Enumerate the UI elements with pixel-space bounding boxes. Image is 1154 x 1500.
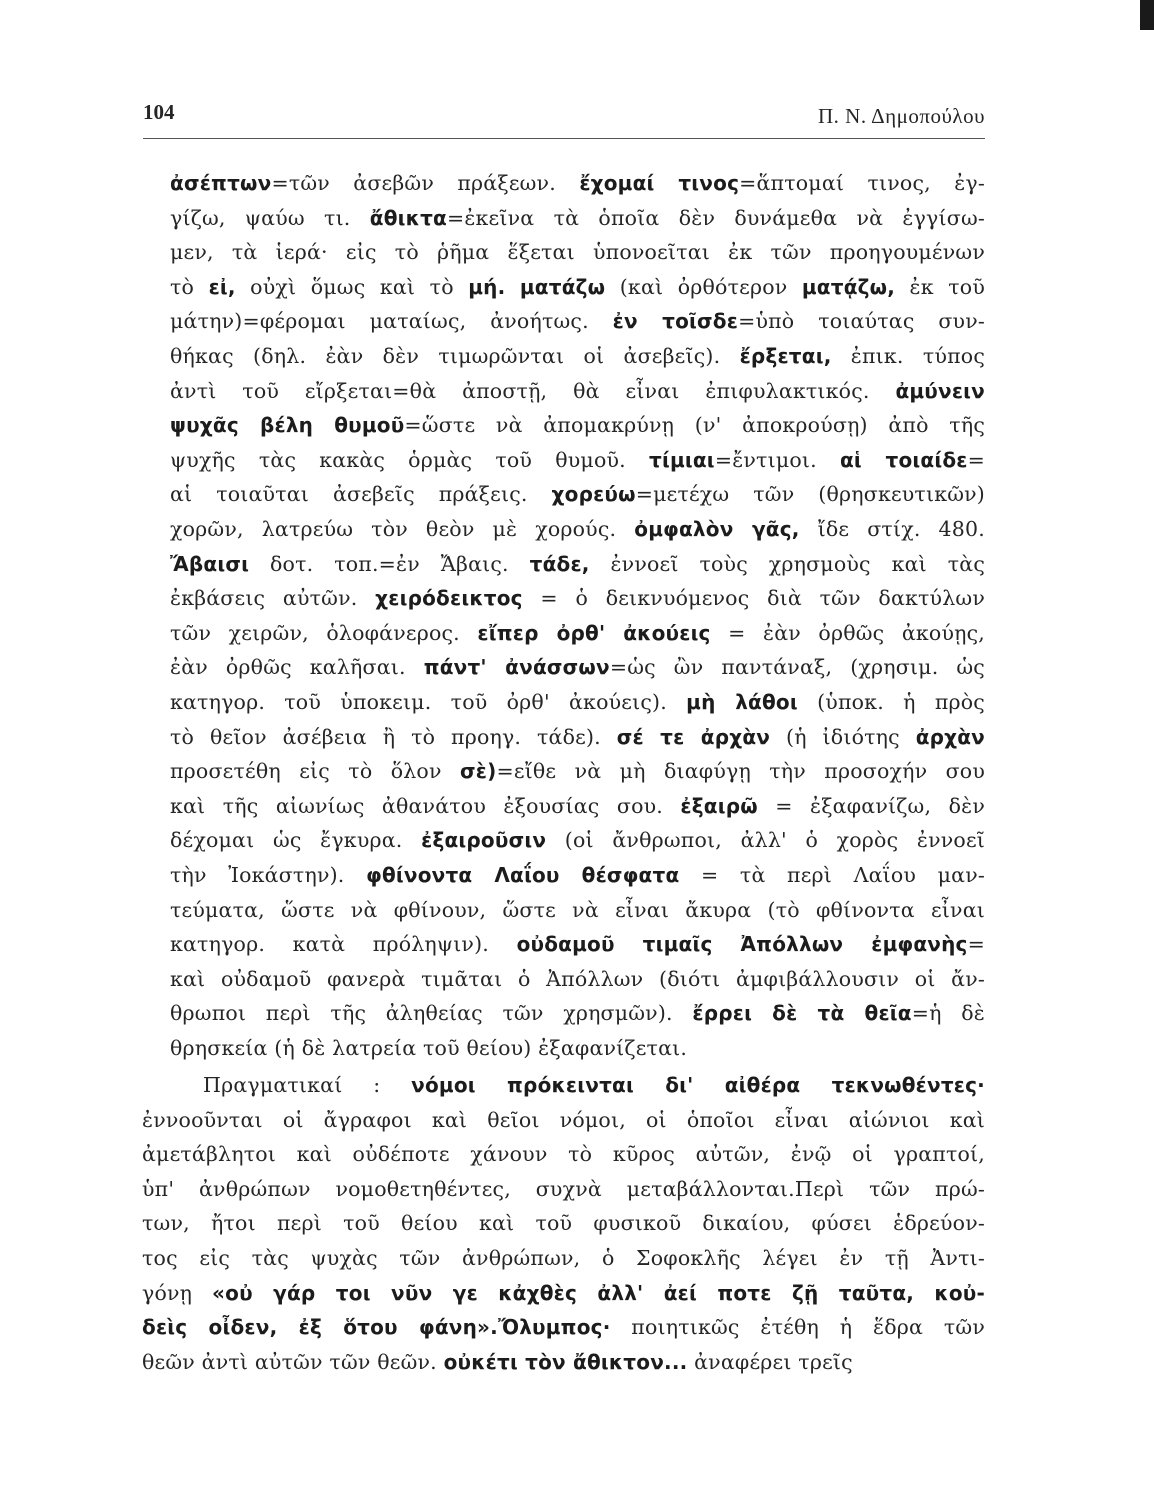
text-run: ἀντὶ τοῦ εἴρξεται=θὰ ἀποστῇ, θὰ εἶναι ἐπιφυλακτικός. <box>170 378 896 403</box>
bold-term: ἔρρει δὲ τὰ θεῖα <box>692 1001 912 1026</box>
text-run: θεῶν ἀντὶ αὐτῶν τῶν θεῶν. <box>142 1349 444 1374</box>
text-run: τὸ <box>170 274 209 299</box>
text-run: =μετέχω τῶν (θρησκευτικῶν) <box>635 482 986 507</box>
text-run: καὶ τῆς αἰωνίως ἀθανάτου ἐξουσίας σου. <box>170 793 681 818</box>
text-run: ἐννοεῖ τοὺς χρησμοὺς καὶ τὰς <box>589 551 985 576</box>
paragraph1-line <box>170 720 985 754</box>
text-run: =ὡς ὢν παντάναξ, (χρησιμ. ὡς <box>609 655 985 680</box>
text-run: προσετέθη εἰς τὸ ὅλον <box>170 759 460 784</box>
text-run: δέχομαι ὡς ἔγκυρα. <box>170 828 422 853</box>
text-run: =ὑπὸ τοιαύτας συν- <box>738 309 986 334</box>
text-run: αἱ τοιαῦται ἀσεβεῖς πράξεις. <box>170 482 552 507</box>
text-run: τῶν χειρῶν, ὁλοφάνερος. <box>170 620 478 645</box>
text-run: =εἴθε νὰ μὴ διαφύγῃ τὴν προσοχήν σου <box>496 759 985 784</box>
text-run: γίζω, ψαύω τι. <box>170 205 370 230</box>
text-run: =ἔντιμοι. <box>714 447 840 472</box>
paragraph1-line <box>170 477 985 511</box>
text-run: = ὁ δεικνυόμενος διὰ τῶν δακτύλων <box>522 586 985 611</box>
text-run: ἐννοοῦνται οἱ ἄγραφοι καὶ θεῖοι νόμοι, οἱ ὁποῖοι εἶναι αἰώνιοι καὶ <box>142 1107 985 1132</box>
text-run: θήκας (δηλ. ἐὰν δὲν τιμωρῶνται οἱ ἀσεβεῖς). <box>170 344 740 368</box>
paragraph1-line <box>170 962 985 996</box>
bold-term: αἱ τοιαίδε <box>839 447 968 472</box>
bold-term: μὴ λάθοι <box>686 690 798 714</box>
paragraph1-line <box>170 893 985 927</box>
paragraph1-line <box>170 270 985 304</box>
bold-term: ἐξαιροῦσιν <box>421 828 547 853</box>
text-run: =ἐκεῖνα τὰ ὁποῖα δὲν δυνάμεθα νὰ ἐγγίσω- <box>446 205 985 230</box>
paragraph1-line <box>170 408 985 442</box>
text-run: τεύματα, ὥστε νὰ φθίνουν, ὥστε νὰ εἶναι ἄκυρα (τὸ φθίνοντα εἶναι <box>170 897 985 922</box>
paragraph1-line <box>170 374 985 408</box>
bold-term: ἐξαιρῶ <box>680 793 758 818</box>
bold-term: μή. <box>468 274 506 299</box>
paragraph1-line <box>170 754 985 788</box>
bold-term: ἀρχὰν <box>915 724 986 749</box>
scan-edge-mark <box>1140 0 1154 30</box>
text-run: =ἡ δὲ <box>911 1001 985 1026</box>
text-run: (ὑποκ. ἡ πρὸς <box>797 690 985 714</box>
text-run: τὴν Ἰοκάστην). <box>170 863 367 887</box>
bold-term: «οὐ γάρ τοι νῦν γε κἀχθὲς ἀλλ' ἀεί ποτε ζῇ ταῦτα, κοὐ- <box>212 1280 985 1305</box>
text-run: =ὥστε νὰ ἀπομακρύνῃ (ν' ἀποκρούσῃ) ἀπὸ τῆς <box>404 413 985 438</box>
text-run: ἐκβάσεις αὐτῶν. <box>170 586 376 611</box>
text-run: = <box>967 932 985 957</box>
text-run: = ἐὰν ὀρθῶς ἀκούῃς, <box>710 620 985 645</box>
text-run: των, ἤτοι περὶ τοῦ θείου καὶ τοῦ φυσικοῦ δικαίου, φύσει ἑδρεύον- <box>142 1211 985 1236</box>
paragraph1-line <box>170 927 985 961</box>
bold-term: δεὶς οἶδεν, ἐξ ὅτου φάνη».Ὄλυμπος· <box>142 1315 611 1340</box>
paragraph2-line <box>142 1137 985 1171</box>
bold-term: πάντ' ἀνάσσων <box>423 655 610 680</box>
text-run: =ἅπτομαί τινος, ἐγ- <box>739 171 985 195</box>
text-run: = ἐξαφανίζω, δὲν <box>757 793 985 818</box>
paragraph1-line <box>170 443 985 477</box>
bold-term: εἴπερ ὀρθ' ἀκούεις <box>477 620 711 645</box>
bold-term: ματάζω <box>519 274 606 299</box>
bold-term: οὐδαμοῦ τιμαῖς Ἀπόλλων ἐμφανὴς <box>516 932 968 957</box>
bold-term: σὲ) <box>459 759 497 784</box>
paragraph1-line <box>170 201 985 235</box>
paragraph1-line <box>170 1031 985 1065</box>
bold-term: τίμιαι <box>649 447 715 472</box>
text-run: θρωποι περὶ τῆς ἀληθείας τῶν χρησμῶν). <box>170 1001 693 1026</box>
bold-term: χειρόδεικτος <box>375 586 523 611</box>
paragraph1-line <box>170 581 985 615</box>
text-run: ἐπικ. τύπος <box>831 344 986 368</box>
bold-term: χορεύω <box>551 482 636 507</box>
paragraph1-line <box>170 996 985 1030</box>
text-run: ὑπ' ἀνθρώπων νομοθετηθέντες, συχνὰ μεταβάλλονται.Περὶ τῶν πρώ- <box>142 1176 985 1201</box>
bold-term: νόμοι πρόκεινται δι' αἰθέρα τεκνωθέντες· <box>411 1073 985 1097</box>
paragraph1-line <box>170 685 985 719</box>
text-run: ἴδε στίχ. 480. <box>799 517 985 541</box>
page-header <box>143 98 985 139</box>
text-run: ἀμετάβλητοι καὶ οὐδέποτε χάνουν τὸ κῦρος αὐτῶν, ἐνῷ οἱ γραπτοί, <box>142 1142 985 1167</box>
bold-term: φθίνοντα Λαΐου θέσφατα <box>366 863 680 887</box>
text-run: (καὶ ὀρθότερον <box>605 274 802 299</box>
paragraph1-line <box>170 616 985 650</box>
text-run: μάτην)=φέρομαι ματαίως, ἀνοήτως. <box>170 309 613 334</box>
bold-term: οὐκέτι τὸν ἄθικτον... <box>443 1349 688 1374</box>
bold-term: σέ τε ἀρχὰν <box>616 724 771 749</box>
paragraph2-line <box>142 1103 985 1137</box>
bold-term: ἀσέπτων <box>170 171 272 195</box>
paragraph2-line <box>142 1241 985 1275</box>
paragraph2-line <box>142 1276 985 1310</box>
text-run: ποιητικῶς ἐτέθη ἡ ἕδρα τῶν <box>610 1315 985 1340</box>
bold-term: ματᾴζω, <box>801 274 896 299</box>
paragraph2-line <box>142 1345 985 1379</box>
text-run: =τῶν ἀσεβῶν πράξεων. <box>271 171 580 195</box>
paragraph1-line <box>170 650 985 684</box>
text-run: κατηγορ. τοῦ ὑποκειμ. τοῦ ὀρθ' ἀκούεις). <box>170 690 687 714</box>
text-run: ἐὰν ὀρθῶς καλῆσαι. <box>170 655 424 680</box>
paragraph1-line <box>170 512 985 546</box>
bold-term: ἔρξεται, <box>739 344 832 368</box>
text-run: (οἱ ἄνθρωποι, ἀλλ' ὁ χορὸς ἐννοεῖ <box>546 828 985 853</box>
paragraph1-line <box>170 823 985 857</box>
text-run: κατηγορ. κατὰ πρόληψιν). <box>170 932 517 957</box>
paragraph2-line <box>203 1068 985 1102</box>
text-run: ἀναφέρει τρεῖς <box>687 1349 853 1374</box>
paragraph1-line <box>170 789 985 823</box>
text-run: Πραγματικαί : <box>203 1073 412 1097</box>
text-run: οὐχὶ ὅμως καὶ τὸ <box>235 274 469 299</box>
paragraph1-line <box>170 304 985 338</box>
text-run: καὶ οὐδαμοῦ φανερὰ τιμᾶται ὁ Ἀπόλλων (διότι ἀμφιβάλλουσιν οἱ ἄν- <box>170 966 985 991</box>
paragraph1-line <box>170 339 985 373</box>
page-number: 104 <box>143 100 175 124</box>
bold-term: εἰ, <box>208 274 236 299</box>
text-run: = <box>967 447 985 472</box>
paragraph1-line <box>170 235 985 269</box>
text-run: θρησκεία (ἡ δὲ λατρεία τοῦ θείου) ἐξαφανίζεται. <box>170 1036 688 1060</box>
paragraph2-line <box>142 1310 985 1344</box>
bold-term: ὀμφαλὸν γᾶς, <box>634 517 800 541</box>
paragraph1-line <box>170 166 985 200</box>
text-run: (ἡ ἰδιότης <box>770 724 916 749</box>
bold-term: τάδε, <box>529 551 590 576</box>
text-run: ψυχῆς τὰς κακὰς ὁρμὰς τοῦ θυμοῦ. <box>170 447 649 472</box>
bold-term: Ἄβαισι <box>170 551 250 576</box>
text-run: γόνῃ <box>142 1280 213 1305</box>
text-run: χορῶν, λατρεύω τὸν θεὸν μὲ χορούς. <box>170 517 635 541</box>
running-head: Π. Ν. Δημοπούλου <box>818 104 985 128</box>
text-run: δοτ. τοπ.=ἐν Ἄβαις. <box>249 551 530 576</box>
bold-term: ἀμύνειν <box>895 378 985 403</box>
paragraph2-line <box>142 1172 985 1206</box>
paragraph2-line <box>142 1206 985 1240</box>
text-run: τὸ θεῖον ἀσέβεια ἢ τὸ προηγ. τάδε). <box>170 724 617 749</box>
text-run <box>505 275 519 299</box>
paragraph1-line <box>170 547 985 581</box>
text-run: = τὰ περὶ Λαΐου μαν- <box>679 863 986 887</box>
bold-term: ἐν τοῖσδε <box>612 309 739 334</box>
bold-term: ἔχομαί τινος <box>579 171 740 195</box>
text-run: τος εἰς τὰς ψυχὰς τῶν ἀνθρώπων, ὁ Σοφοκλῆς λέγει ἐν τῇ Ἀντι- <box>142 1246 985 1270</box>
bold-term: ψυχᾶς βέλη θυμοῦ <box>170 413 405 438</box>
text-run: ἐκ τοῦ <box>895 274 985 299</box>
paragraph1-line <box>170 858 985 892</box>
bold-term: ἄθικτα <box>369 205 447 230</box>
text-run: μεν, τὰ ἱερά· εἰς τὸ ῥῆμα ἕξεται ὑπονοεῖται ἐκ τῶν προηγουμένων <box>170 240 985 265</box>
